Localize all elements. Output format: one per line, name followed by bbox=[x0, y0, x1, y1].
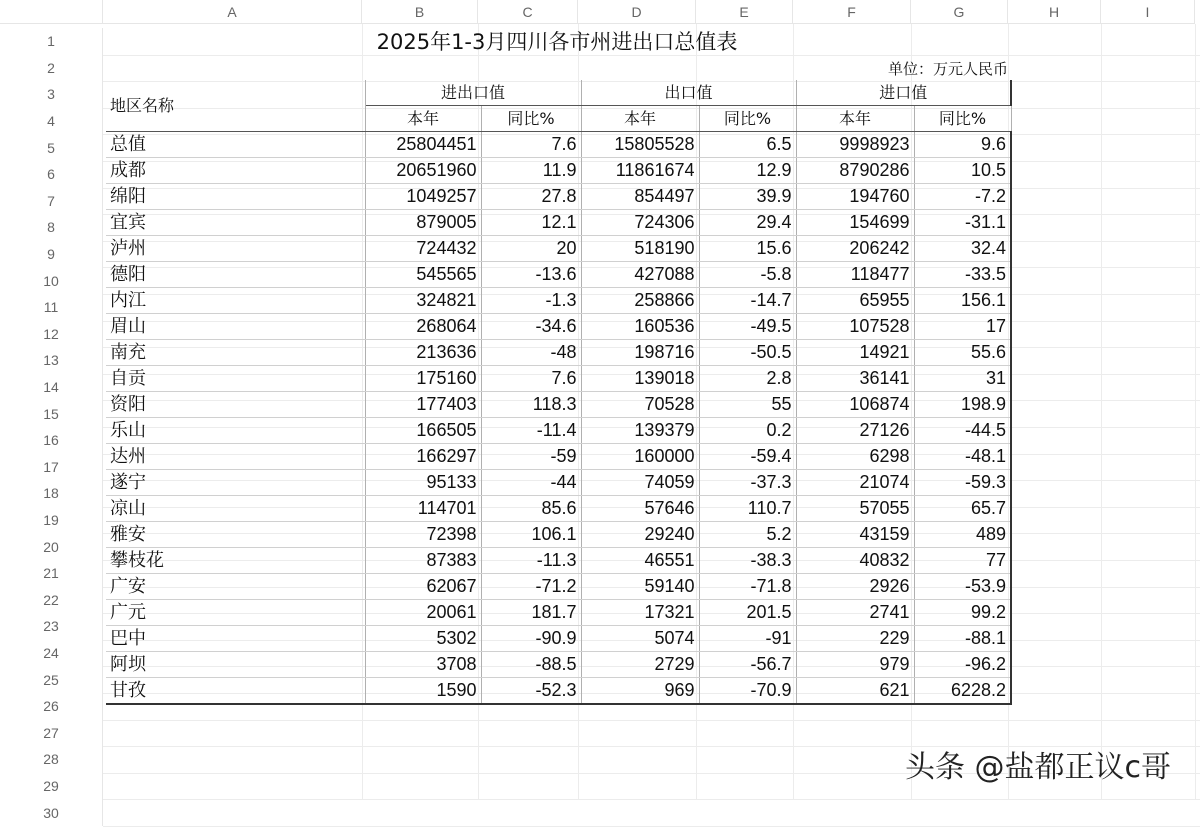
value-cell[interactable]: 5302 bbox=[365, 626, 481, 652]
gridline-vertical bbox=[1195, 24, 1196, 799]
value-cell[interactable]: 12.1 bbox=[481, 210, 581, 236]
row-header[interactable]: 21 bbox=[0, 560, 103, 587]
row-header[interactable]: 6 bbox=[0, 161, 103, 188]
value-cell[interactable]: 489 bbox=[914, 522, 1011, 548]
value-cell[interactable]: 57646 bbox=[581, 496, 699, 522]
region-name-cell[interactable]: 达州 bbox=[106, 444, 365, 470]
value-cell[interactable]: 2.8 bbox=[699, 366, 796, 392]
column-header[interactable]: B bbox=[362, 0, 478, 24]
region-name-cell[interactable]: 凉山 bbox=[106, 496, 365, 522]
value-cell[interactable]: 10.5 bbox=[914, 158, 1011, 184]
sheet-title[interactable]: 2025年1-3月四川各市州进出口总值表 bbox=[376, 30, 738, 54]
column-header[interactable]: I bbox=[1101, 0, 1195, 24]
value-cell[interactable]: 110.7 bbox=[699, 496, 796, 522]
table-row bbox=[106, 314, 1011, 340]
value-cell[interactable]: 166297 bbox=[365, 444, 481, 470]
value-cell[interactable]: -71.8 bbox=[699, 574, 796, 600]
value-cell[interactable]: 55 bbox=[699, 392, 796, 418]
value-cell[interactable]: 29240 bbox=[581, 522, 699, 548]
value-cell[interactable]: 14921 bbox=[796, 340, 914, 366]
value-cell[interactable]: 59140 bbox=[581, 574, 699, 600]
value-cell[interactable]: -11.3 bbox=[481, 548, 581, 574]
value-cell[interactable]: 166505 bbox=[365, 418, 481, 444]
value-cell[interactable]: 118477 bbox=[796, 262, 914, 288]
value-cell[interactable]: 11861674 bbox=[581, 158, 699, 184]
table-row bbox=[106, 626, 1011, 652]
row-header[interactable]: 19 bbox=[0, 507, 103, 534]
region-header[interactable]: 地区名称 bbox=[106, 80, 365, 132]
value-cell[interactable]: -91 bbox=[699, 626, 796, 652]
value-cell[interactable]: 427088 bbox=[581, 262, 699, 288]
value-cell[interactable]: -96.2 bbox=[914, 652, 1011, 678]
value-cell[interactable]: 154699 bbox=[796, 210, 914, 236]
region-name-cell[interactable]: 内江 bbox=[106, 288, 365, 314]
value-cell[interactable]: 545565 bbox=[365, 262, 481, 288]
region-name-cell[interactable]: 成都 bbox=[106, 158, 365, 184]
value-cell[interactable]: -31.1 bbox=[914, 210, 1011, 236]
row-header[interactable]: 15 bbox=[0, 400, 103, 427]
subheader-cell[interactable]: 本年 bbox=[365, 106, 481, 132]
value-cell[interactable]: 106874 bbox=[796, 392, 914, 418]
table-row bbox=[106, 470, 1011, 496]
region-name-cell[interactable]: 德阳 bbox=[106, 262, 365, 288]
value-cell[interactable]: 21074 bbox=[796, 470, 914, 496]
region-name-cell[interactable]: 自贡 bbox=[106, 366, 365, 392]
table-row bbox=[106, 158, 1011, 184]
column-header[interactable]: C bbox=[478, 0, 578, 24]
value-cell[interactable]: 36141 bbox=[796, 366, 914, 392]
value-cell[interactable]: -1.3 bbox=[481, 288, 581, 314]
row-header[interactable]: 11 bbox=[0, 294, 103, 321]
row-header[interactable]: 26 bbox=[0, 693, 103, 720]
table-row bbox=[106, 652, 1011, 678]
value-cell[interactable]: -90.9 bbox=[481, 626, 581, 652]
table-row bbox=[106, 340, 1011, 366]
value-cell[interactable]: 20061 bbox=[365, 600, 481, 626]
region-name-cell[interactable]: 甘孜 bbox=[106, 678, 365, 705]
row-header[interactable]: 18 bbox=[0, 480, 103, 507]
region-name-cell[interactable]: 攀枝花 bbox=[106, 548, 365, 574]
table-row bbox=[106, 418, 1011, 444]
value-cell[interactable]: 8790286 bbox=[796, 158, 914, 184]
region-name-cell[interactable]: 总值 bbox=[106, 132, 365, 158]
value-cell[interactable]: 2741 bbox=[796, 600, 914, 626]
group-header-import[interactable]: 进口值 bbox=[796, 80, 1011, 106]
value-cell[interactable]: -70.9 bbox=[699, 678, 796, 705]
table-row bbox=[106, 132, 1011, 158]
row-header[interactable]: 22 bbox=[0, 587, 103, 614]
row-header[interactable]: 9 bbox=[0, 241, 103, 268]
value-cell[interactable]: 854497 bbox=[581, 184, 699, 210]
value-cell[interactable]: 5074 bbox=[581, 626, 699, 652]
unit-label[interactable]: 单位：万元人民币 bbox=[887, 60, 1008, 78]
value-cell[interactable]: 27126 bbox=[796, 418, 914, 444]
region-name-cell[interactable]: 遂宁 bbox=[106, 470, 365, 496]
value-cell[interactable]: 46551 bbox=[581, 548, 699, 574]
value-cell[interactable]: 177403 bbox=[365, 392, 481, 418]
value-cell[interactable]: -44.5 bbox=[914, 418, 1011, 444]
table-row bbox=[106, 236, 1011, 262]
value-cell[interactable]: 12.9 bbox=[699, 158, 796, 184]
value-cell[interactable]: 2729 bbox=[581, 652, 699, 678]
region-name-cell[interactable]: 阿坝 bbox=[106, 652, 365, 678]
region-name-cell[interactable]: 绵阳 bbox=[106, 184, 365, 210]
value-cell[interactable]: 29.4 bbox=[699, 210, 796, 236]
column-header[interactable]: H bbox=[1008, 0, 1101, 24]
region-name-cell[interactable]: 巴中 bbox=[106, 626, 365, 652]
subheader-cell[interactable]: 本年 bbox=[581, 106, 699, 132]
table-row bbox=[106, 678, 1011, 705]
gridline-vertical bbox=[1101, 24, 1102, 799]
row-header[interactable]: 23 bbox=[0, 613, 103, 640]
region-name-cell[interactable]: 广元 bbox=[106, 600, 365, 626]
region-name-cell[interactable]: 乐山 bbox=[106, 418, 365, 444]
subheader-cell[interactable]: 同比% bbox=[481, 106, 581, 132]
region-name-cell[interactable]: 宜宾 bbox=[106, 210, 365, 236]
row-header[interactable]: 25 bbox=[0, 666, 103, 693]
value-cell[interactable]: 27.8 bbox=[481, 184, 581, 210]
value-cell[interactable]: 194760 bbox=[796, 184, 914, 210]
column-header[interactable]: A bbox=[103, 0, 362, 24]
value-cell[interactable]: 156.1 bbox=[914, 288, 1011, 314]
value-cell[interactable]: -59.3 bbox=[914, 470, 1011, 496]
value-cell[interactable]: 107528 bbox=[796, 314, 914, 340]
value-cell[interactable]: 621 bbox=[796, 678, 914, 705]
value-cell[interactable]: -7.2 bbox=[914, 184, 1011, 210]
subheader-cell[interactable]: 同比% bbox=[914, 106, 1011, 132]
value-cell[interactable]: 518190 bbox=[581, 236, 699, 262]
row-header[interactable]: 13 bbox=[0, 347, 103, 374]
table-row bbox=[106, 522, 1011, 548]
value-cell[interactable]: 95133 bbox=[365, 470, 481, 496]
table-row bbox=[106, 288, 1011, 314]
value-cell[interactable]: 65.7 bbox=[914, 496, 1011, 522]
value-cell[interactable]: 57055 bbox=[796, 496, 914, 522]
value-cell[interactable]: 15805528 bbox=[581, 132, 699, 158]
value-cell[interactable]: 1590 bbox=[365, 678, 481, 705]
value-cell[interactable]: -37.3 bbox=[699, 470, 796, 496]
row-header[interactable]: 27 bbox=[0, 720, 103, 747]
row-header[interactable]: 17 bbox=[0, 454, 103, 481]
group-header-total[interactable]: 进出口值 bbox=[365, 80, 581, 106]
data-table bbox=[106, 80, 1012, 705]
value-cell[interactable]: -88.1 bbox=[914, 626, 1011, 652]
region-name-cell[interactable]: 泸州 bbox=[106, 236, 365, 262]
value-cell[interactable]: 198716 bbox=[581, 340, 699, 366]
value-cell[interactable]: 969 bbox=[581, 678, 699, 705]
value-cell[interactable]: -59 bbox=[481, 444, 581, 470]
row-header[interactable]: 20 bbox=[0, 533, 103, 560]
row-header[interactable]: 28 bbox=[0, 746, 103, 773]
value-cell[interactable]: -59.4 bbox=[699, 444, 796, 470]
value-cell[interactable]: 724306 bbox=[581, 210, 699, 236]
region-name-cell[interactable]: 眉山 bbox=[106, 314, 365, 340]
value-cell[interactable]: 7.6 bbox=[481, 366, 581, 392]
column-header[interactable]: D bbox=[578, 0, 696, 24]
value-cell[interactable]: 32.4 bbox=[914, 236, 1011, 262]
value-cell[interactable]: 268064 bbox=[365, 314, 481, 340]
row-header[interactable]: 29 bbox=[0, 773, 103, 800]
value-cell[interactable]: 114701 bbox=[365, 496, 481, 522]
value-cell[interactable]: 258866 bbox=[581, 288, 699, 314]
value-cell[interactable]: 25804451 bbox=[365, 132, 481, 158]
value-cell[interactable]: -52.3 bbox=[481, 678, 581, 705]
value-cell[interactable]: -5.8 bbox=[699, 262, 796, 288]
value-cell[interactable]: 160536 bbox=[581, 314, 699, 340]
value-cell[interactable]: 139379 bbox=[581, 418, 699, 444]
table-row bbox=[106, 548, 1011, 574]
value-cell[interactable]: 31 bbox=[914, 366, 1011, 392]
watermark: 头条 @盐都正议c哥 bbox=[905, 750, 1172, 785]
subheader-cell[interactable]: 同比% bbox=[699, 106, 796, 132]
value-cell[interactable]: 324821 bbox=[365, 288, 481, 314]
table-row bbox=[106, 444, 1011, 470]
value-cell[interactable]: 43159 bbox=[796, 522, 914, 548]
column-header[interactable]: F bbox=[793, 0, 911, 24]
value-cell[interactable]: 229 bbox=[796, 626, 914, 652]
value-cell[interactable]: 1049257 bbox=[365, 184, 481, 210]
value-cell[interactable]: 181.7 bbox=[481, 600, 581, 626]
row-header[interactable]: 30 bbox=[0, 799, 103, 826]
table-row bbox=[106, 392, 1011, 418]
table-row bbox=[106, 262, 1011, 288]
value-cell[interactable]: 879005 bbox=[365, 210, 481, 236]
row-header[interactable]: 2 bbox=[0, 55, 103, 82]
value-cell[interactable]: -48 bbox=[481, 340, 581, 366]
value-cell[interactable]: -50.5 bbox=[699, 340, 796, 366]
subheader-cell[interactable]: 本年 bbox=[796, 106, 914, 132]
value-cell[interactable]: 6298 bbox=[796, 444, 914, 470]
value-cell[interactable]: 6228.2 bbox=[914, 678, 1011, 705]
value-cell[interactable]: 20651960 bbox=[365, 158, 481, 184]
value-cell[interactable]: 39.9 bbox=[699, 184, 796, 210]
gridline-horizontal bbox=[103, 720, 1200, 721]
value-cell[interactable]: -44 bbox=[481, 470, 581, 496]
value-cell[interactable]: 2926 bbox=[796, 574, 914, 600]
region-name-cell[interactable]: 资阳 bbox=[106, 392, 365, 418]
value-cell[interactable]: 160000 bbox=[581, 444, 699, 470]
value-cell[interactable]: 0.2 bbox=[699, 418, 796, 444]
row-header[interactable]: 8 bbox=[0, 214, 103, 241]
value-cell[interactable]: 40832 bbox=[796, 548, 914, 574]
value-cell[interactable]: 139018 bbox=[581, 366, 699, 392]
row-header[interactable]: 12 bbox=[0, 321, 103, 348]
value-cell[interactable]: 175160 bbox=[365, 366, 481, 392]
value-cell[interactable]: 99.2 bbox=[914, 600, 1011, 626]
value-cell[interactable]: 5.2 bbox=[699, 522, 796, 548]
value-cell[interactable]: 213636 bbox=[365, 340, 481, 366]
row-header[interactable]: 7 bbox=[0, 188, 103, 215]
region-name-cell[interactable]: 雅安 bbox=[106, 522, 365, 548]
value-cell[interactable]: -48.1 bbox=[914, 444, 1011, 470]
region-name-cell[interactable]: 南充 bbox=[106, 340, 365, 366]
group-header-export[interactable]: 出口值 bbox=[581, 80, 796, 106]
column-header[interactable]: G bbox=[911, 0, 1008, 24]
row-header[interactable]: 1 bbox=[0, 28, 103, 55]
value-cell[interactable]: 17 bbox=[914, 314, 1011, 340]
value-cell[interactable]: -88.5 bbox=[481, 652, 581, 678]
table-row bbox=[106, 600, 1011, 626]
value-cell[interactable]: 9998923 bbox=[796, 132, 914, 158]
value-cell[interactable]: 72398 bbox=[365, 522, 481, 548]
table-row bbox=[106, 574, 1011, 600]
select-all-corner[interactable] bbox=[0, 0, 103, 24]
value-cell[interactable]: -34.6 bbox=[481, 314, 581, 340]
gridline-horizontal bbox=[103, 799, 1200, 800]
value-cell[interactable]: 77 bbox=[914, 548, 1011, 574]
value-cell[interactable]: 74059 bbox=[581, 470, 699, 496]
value-cell[interactable]: -33.5 bbox=[914, 262, 1011, 288]
row-header[interactable]: 4 bbox=[0, 108, 103, 135]
value-cell[interactable]: 6.5 bbox=[699, 132, 796, 158]
region-name-cell[interactable]: 广安 bbox=[106, 574, 365, 600]
value-cell[interactable]: 9.6 bbox=[914, 132, 1011, 158]
value-cell[interactable]: 3708 bbox=[365, 652, 481, 678]
value-cell[interactable]: -56.7 bbox=[699, 652, 796, 678]
row-header[interactable]: 3 bbox=[0, 81, 103, 108]
table-row bbox=[106, 210, 1011, 236]
value-cell[interactable]: 724432 bbox=[365, 236, 481, 262]
value-cell[interactable]: 7.6 bbox=[481, 132, 581, 158]
value-cell[interactable]: -49.5 bbox=[699, 314, 796, 340]
value-cell[interactable]: 87383 bbox=[365, 548, 481, 574]
value-cell[interactable]: 85.6 bbox=[481, 496, 581, 522]
value-cell[interactable]: 15.6 bbox=[699, 236, 796, 262]
value-cell[interactable]: -14.7 bbox=[699, 288, 796, 314]
value-cell[interactable]: 65955 bbox=[796, 288, 914, 314]
table-row bbox=[106, 184, 1011, 210]
value-cell[interactable]: -38.3 bbox=[699, 548, 796, 574]
column-header[interactable]: E bbox=[696, 0, 793, 24]
value-cell[interactable]: 979 bbox=[796, 652, 914, 678]
row-header[interactable]: 10 bbox=[0, 267, 103, 294]
value-cell[interactable]: 198.9 bbox=[914, 392, 1011, 418]
value-cell[interactable]: 70528 bbox=[581, 392, 699, 418]
row-header[interactable]: 5 bbox=[0, 134, 103, 161]
value-cell[interactable]: 20 bbox=[481, 236, 581, 262]
value-cell[interactable]: -11.4 bbox=[481, 418, 581, 444]
row-header[interactable]: 16 bbox=[0, 427, 103, 454]
value-cell[interactable]: 106.1 bbox=[481, 522, 581, 548]
table-row bbox=[106, 496, 1011, 522]
row-header[interactable]: 14 bbox=[0, 374, 103, 401]
value-cell[interactable]: 206242 bbox=[796, 236, 914, 262]
value-cell[interactable]: 17321 bbox=[581, 600, 699, 626]
value-cell[interactable]: 118.3 bbox=[481, 392, 581, 418]
value-cell[interactable]: -13.6 bbox=[481, 262, 581, 288]
value-cell[interactable]: 201.5 bbox=[699, 600, 796, 626]
value-cell[interactable]: 62067 bbox=[365, 574, 481, 600]
value-cell[interactable]: 55.6 bbox=[914, 340, 1011, 366]
value-cell[interactable]: -53.9 bbox=[914, 574, 1011, 600]
value-cell[interactable]: 11.9 bbox=[481, 158, 581, 184]
row-header[interactable]: 24 bbox=[0, 640, 103, 667]
value-cell[interactable]: -71.2 bbox=[481, 574, 581, 600]
table-row bbox=[106, 366, 1011, 392]
